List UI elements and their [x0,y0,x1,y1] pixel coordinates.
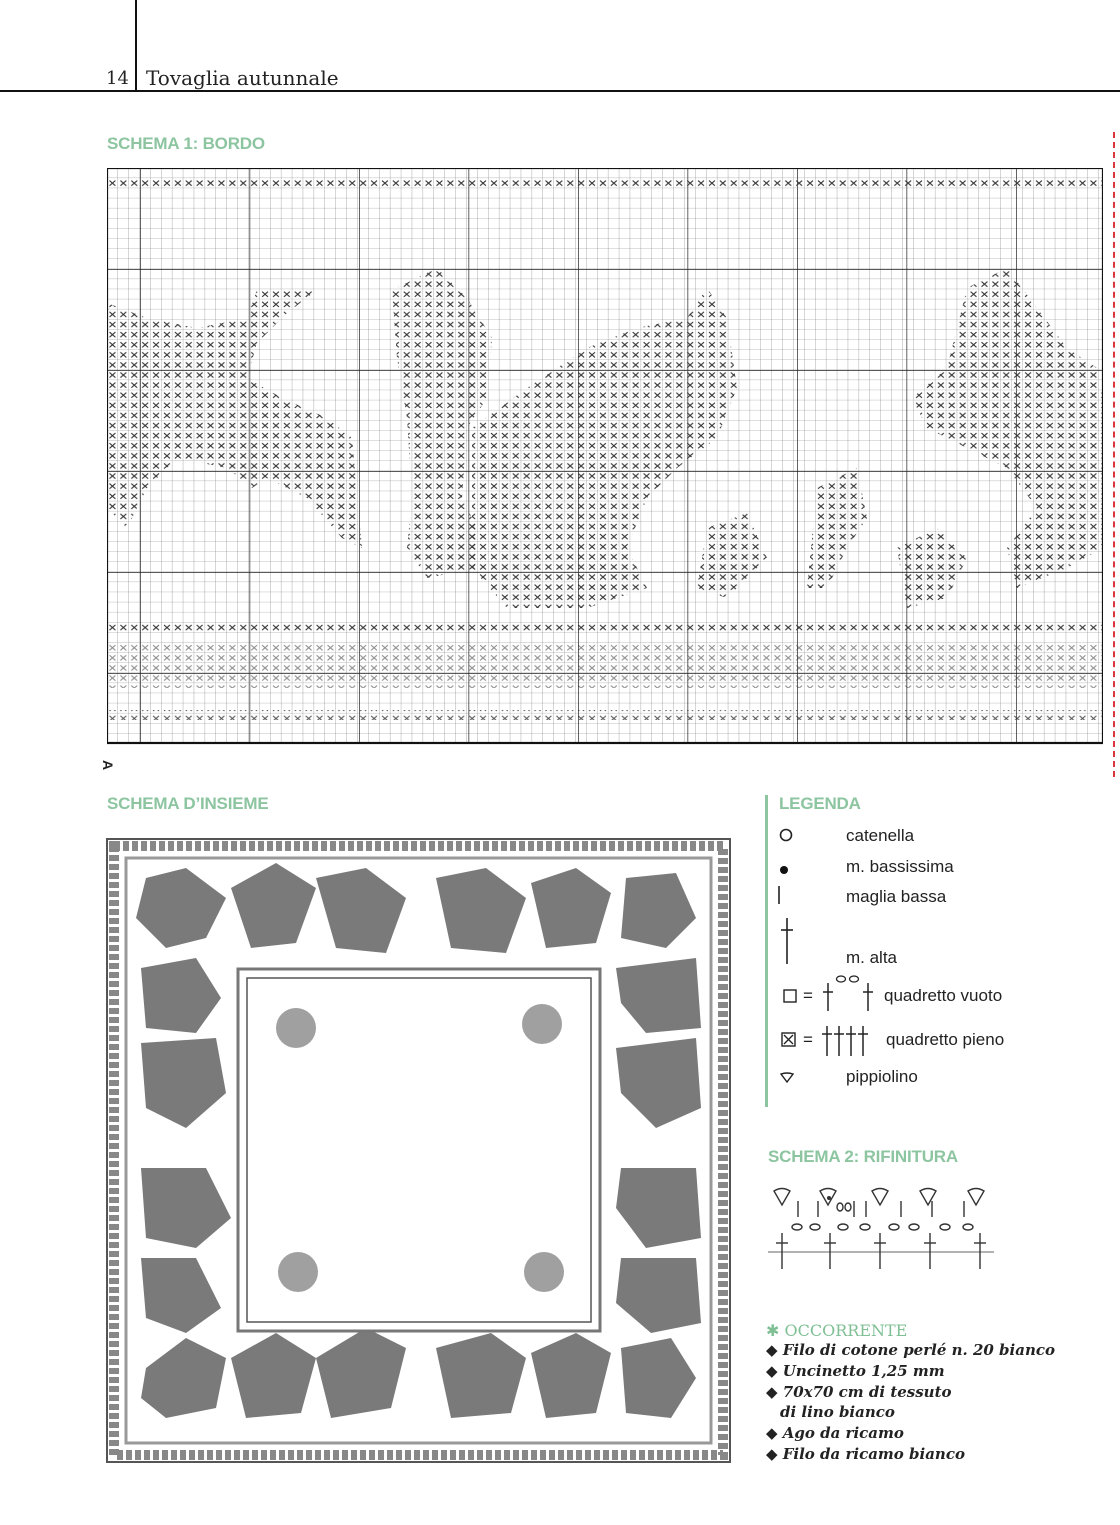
page-number: 14 [106,68,129,89]
legend-row-bassissima [779,863,791,881]
double-cross-icon [778,916,796,966]
legend-label: pippiolino [846,1067,918,1086]
legend-label: quadretto vuoto [884,986,1003,1005]
empty-square-icon [783,975,879,1013]
filled-square-icon [781,1022,877,1060]
supplies-item: ◆ 70x70 cm di tessuto [766,1383,952,1401]
header-rule [0,90,1120,92]
slip-dot-icon [779,864,791,876]
schema1-title: SCHEMA 1: BORDO [107,134,265,153]
chart-marker: A [100,759,117,771]
legend-row-bassa [776,884,784,911]
legend-title: LEGENDA [779,794,861,813]
bullet-icon: ◆ [766,1445,783,1463]
legend-accent-bar [765,795,768,1107]
border-chart [107,168,1103,748]
header-divider [135,0,137,92]
schema2-title: SCHEMA 2: RIFINITURA [768,1147,958,1166]
supplies-item: ◆ Filo di cotone perlé n. 20 bianco [766,1341,1055,1359]
supplies-item: ◆ Ago da ricamo [766,1424,904,1442]
legend-equals: = [803,1030,813,1049]
legend-label: catenella [846,826,915,845]
legend-label: m. alta [846,948,898,967]
cut-line [1113,132,1115,777]
supplies-item: ◆ Uncinetto 1,25 mm [766,1362,945,1380]
chain-circle-icon [779,828,793,842]
supplies-item-continued: di lino bianco [780,1403,895,1421]
legend-label: quadretto pieno [886,1030,1005,1049]
bullet-icon: ◆ [766,1362,783,1380]
legend-row-catenella [779,828,793,847]
legend-row-pippiolino [780,1071,794,1089]
legend-row-alta [778,916,796,971]
legend-label: maglia bassa [846,887,947,906]
asterisk-icon: ✱ [766,1321,785,1340]
page-title: Tovaglia autunnale [146,66,339,90]
picot-icon [780,1072,794,1084]
supplies-title: ✱ OCCORRENTE [766,1321,908,1340]
legend-label: m. bassissima [846,857,954,876]
supplies-item: ◆ Filo da ricamo bianco [766,1445,965,1463]
legend-row-pieno [781,1022,877,1065]
bullet-icon: ◆ [766,1424,783,1442]
overview-diagram [106,838,732,1464]
single-bar-icon [776,884,784,906]
bullet-icon: ◆ [766,1383,783,1401]
schema-insieme-title: SCHEMA D’INSIEME [107,794,269,813]
legend-equals: = [803,986,813,1005]
bullet-icon: ◆ [766,1341,783,1359]
legend-row-vuoto [783,975,879,1018]
finishing-diagram [768,1183,998,1275]
